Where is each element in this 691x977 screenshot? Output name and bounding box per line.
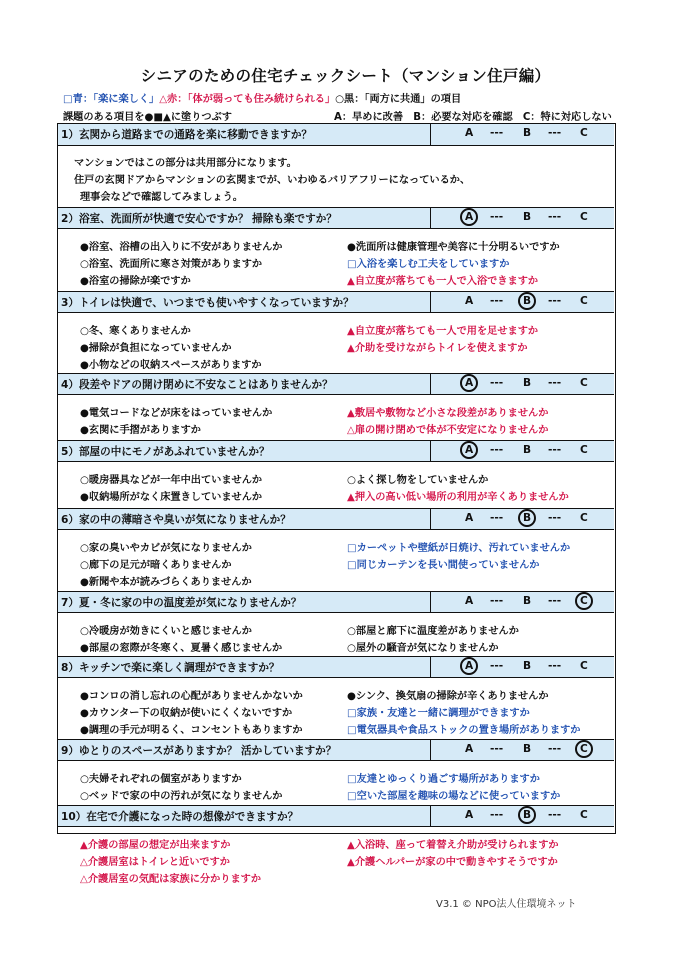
rating-options-7 <box>430 592 614 612</box>
checklist-item-left[interactable]: ○冷暖房が効きにくいと感じませんか <box>80 626 252 637</box>
question-text-5: 5）部屋の中にモノがあふれていませんか？ <box>61 446 270 458</box>
rating-separator: --- <box>490 127 504 139</box>
legend-blue: □青：「楽に楽しく」 <box>63 94 160 105</box>
selected-rating-circle <box>518 509 536 527</box>
rating-separator: --- <box>490 444 504 456</box>
selected-rating-circle <box>575 740 593 758</box>
checklist-item-left[interactable]: ○暖房器具などが一年中出ていませんか <box>80 475 263 486</box>
checklist-item-left[interactable]: ○夫婦それぞれの個室がありますか <box>80 774 242 785</box>
checklist-item-right[interactable]: ▲自立度が落ちても一人で入浴できますか <box>347 276 539 287</box>
question-header-2 <box>58 207 614 229</box>
question-text-2: 2）浴室、洗面所が快適で安心ですか？ 掃除も楽ですか？ <box>61 213 337 225</box>
rating-option-a[interactable]: A <box>465 295 474 307</box>
checklist-item-left[interactable]: ●調理の手元が明るく、コンセントもありますか <box>80 725 303 736</box>
checklist-item-left[interactable]: ○廊下の足元が暗くありませんか <box>80 560 232 571</box>
rating-separator: --- <box>490 295 504 307</box>
checklist-item-right[interactable]: ○部屋と廊下に温度差がありませんか <box>347 626 519 637</box>
rating-option-c[interactable]: C <box>580 595 588 607</box>
rating-option-b[interactable]: B <box>523 809 532 821</box>
checklist-item-right[interactable]: ○屋外の騒音が気になりませんか <box>347 643 499 654</box>
instruction-left: 課題のある項目を●■▲に塗りつぶす <box>63 112 232 123</box>
rating-option-c[interactable]: C <box>580 512 588 524</box>
checklist-item-right[interactable]: ●洗面所は健康管理や美容に十分明るいですか <box>347 242 560 253</box>
rating-separator: --- <box>548 211 562 223</box>
rating-separator: --- <box>490 743 504 755</box>
checklist-item-left[interactable]: ●浴室の掃除が楽ですか <box>80 276 191 287</box>
rating-options-10 <box>430 806 614 826</box>
rating-option-b[interactable]: B <box>523 211 532 223</box>
rating-option-b[interactable]: B <box>523 660 532 672</box>
selected-rating-circle <box>575 592 593 610</box>
rating-separator: --- <box>548 377 562 389</box>
checklist-item-left[interactable]: ●部屋の窓際が冬寒く、夏暑く感じませんか <box>80 643 283 654</box>
rating-options-3 <box>430 292 614 312</box>
rating-options-9 <box>430 740 614 760</box>
question-text-8: 8）キッチンで楽に楽しく調理ができますか？ <box>61 662 280 674</box>
question-header-10 <box>58 805 614 827</box>
rating-option-b[interactable]: B <box>523 512 532 524</box>
question-text-4: 4）段差やドアの開け閉めに不安なことはありませんか？ <box>61 379 333 391</box>
rating-separator: --- <box>490 512 504 524</box>
checklist-item-left[interactable]: ○浴室、洗面所に寒さ対策がありますか <box>80 259 263 270</box>
rating-option-c[interactable]: C <box>580 377 588 389</box>
selected-rating-circle <box>460 441 478 459</box>
rating-option-b[interactable]: B <box>523 444 532 456</box>
rating-option-b[interactable]: B <box>523 743 532 755</box>
rating-option-c[interactable]: C <box>580 295 588 307</box>
rating-option-a[interactable]: A <box>465 595 474 607</box>
question-header-5 <box>58 440 614 462</box>
rating-option-c[interactable]: C <box>580 444 588 456</box>
section-note-line: 理事会などで確認してみましょう。 <box>80 192 243 203</box>
rating-separator: --- <box>548 512 562 524</box>
rating-separator: --- <box>490 377 504 389</box>
rating-option-a[interactable]: A <box>465 809 474 821</box>
color-legend <box>63 90 461 105</box>
rating-separator: --- <box>490 660 504 672</box>
selected-rating-circle <box>460 374 478 392</box>
footer-credit: V3.1 © NPO法人住環境ネット <box>436 899 577 910</box>
legend-black: ○黒：「両方に共通」の項目 <box>335 94 462 105</box>
rating-separator: --- <box>548 809 562 821</box>
rating-option-c[interactable]: C <box>580 743 588 755</box>
rating-options-1 <box>430 124 614 144</box>
checklist-item-right[interactable]: ▲介助を受けながらトイレを使えますか <box>347 343 528 354</box>
rating-separator: --- <box>490 595 504 607</box>
checklist-item-left[interactable]: ○冬、寒くありませんか <box>80 326 191 337</box>
section-note-line: 住戸の玄関ドアからマンションの玄関までが、いわゆるバリアフリーになっているか、 <box>74 175 471 186</box>
checklist-item-left[interactable]: ●カウンター下の収納が使いにくくないですか <box>80 708 293 719</box>
rating-options-5 <box>430 441 614 461</box>
question-header-6 <box>58 508 614 530</box>
rating-option-a[interactable]: A <box>465 512 474 524</box>
rating-option-b[interactable]: B <box>523 295 532 307</box>
selected-rating-circle <box>460 208 478 226</box>
rating-option-a[interactable]: A <box>465 377 474 389</box>
checklist-item-left[interactable]: ●浴室、浴槽の出入りに不安がありませんか <box>80 242 283 253</box>
rating-options-8 <box>430 657 614 677</box>
checklist-item-left[interactable]: ●コンロの消し忘れの心配がありませんかないか <box>80 691 303 702</box>
question-text-3: 3）トイレは快適で、いつまでも使いやすくなっていますか？ <box>61 297 354 309</box>
checklist-item-right[interactable]: ●シンク、換気扇の掃除が辛くありませんか <box>347 691 549 702</box>
checklist-item-right[interactable]: ▲入浴時、座って着替え介助が受けられますか <box>347 840 559 851</box>
question-header-7 <box>58 591 614 613</box>
page-title: シニアのための住宅チェックシート（マンション住戸編） <box>140 67 551 85</box>
section-note-line: マンションではこの部分は共用部分になります。 <box>74 158 297 169</box>
selected-rating-circle <box>518 806 536 824</box>
checklist-item-left[interactable]: ●掃除が負担になっていませんか <box>80 343 232 354</box>
question-text-9: 9）ゆとりのスペースがありますか？ 活かしていますか？ <box>61 745 337 757</box>
rating-option-a[interactable]: A <box>465 743 474 755</box>
rating-options-6 <box>430 509 614 529</box>
checklist-item-left[interactable]: ●新聞や本が読みづらくありませんか <box>80 577 252 588</box>
question-text-7: 7）夏・冬に家の中の温度差が気になりませんか？ <box>61 597 302 609</box>
rating-separator: --- <box>548 295 562 307</box>
checklist-item-right[interactable]: ○よく探し物をしていませんか <box>347 475 489 486</box>
checklist-item-right[interactable]: □カーペットや壁紙が日焼け、汚れていませんか <box>347 543 571 554</box>
selected-rating-circle <box>460 657 478 675</box>
rating-option-b[interactable]: B <box>523 595 532 607</box>
rating-option-a[interactable]: A <box>465 127 474 139</box>
legend-red: △赤：「体が弱っても住み続けられる」 <box>159 94 336 105</box>
question-header-9 <box>58 739 614 761</box>
question-header-4 <box>58 373 614 395</box>
checklist-table <box>57 123 616 885</box>
rating-separator: --- <box>490 211 504 223</box>
checklist-item-left[interactable]: ○家の臭いやカビが気になりませんか <box>80 543 252 554</box>
checklist-item-right[interactable]: □入浴を楽しむ工夫をしていますか <box>347 259 510 270</box>
rating-option-a[interactable]: A <box>465 444 474 456</box>
checklist-item-left[interactable]: ●収納場所がなく床置きしていませんか <box>80 492 263 503</box>
checklist-item-right[interactable]: ▲介護ヘルパーが家の中で動きやすそうですか <box>347 857 558 868</box>
checklist-item-right[interactable]: △扉の開け閉めで体が不安定になりませんか <box>347 425 549 436</box>
rating-option-b[interactable]: B <box>523 377 532 389</box>
checklist-item-right[interactable]: ▲敷居や敷物など小さな段差がありませんか <box>347 408 549 419</box>
question-text-10: 10）在宅で介護になった時の想像ができますか？ <box>61 811 299 823</box>
rating-option-c[interactable]: C <box>580 809 588 821</box>
checklist-item-right[interactable]: □空いた部屋を趣味の場などに使っていますか <box>347 791 561 802</box>
rating-option-b[interactable]: B <box>523 127 532 139</box>
question-header-1 <box>58 124 614 146</box>
question-text-6: 6）家の中の薄暗さや臭いが気になりませんか？ <box>61 514 291 526</box>
question-header-8 <box>58 656 614 678</box>
rating-separator: --- <box>548 444 562 456</box>
checklist-item-left[interactable]: ▲介護の部屋の想定が出来ますか <box>80 840 231 851</box>
rating-separator: --- <box>548 595 562 607</box>
question-header-3 <box>58 291 614 313</box>
rating-option-c[interactable]: C <box>580 211 588 223</box>
rating-option-a[interactable]: A <box>465 211 474 223</box>
checklist-item-right[interactable]: □家族・友達と一緒に調理ができますか <box>347 708 530 719</box>
rating-options-2 <box>430 208 614 228</box>
checklist-item-right[interactable]: □友達とゆっくり過ごす場所がありますか <box>347 774 540 785</box>
checklist-item-right[interactable]: □電気器具や食品ストックの置き場所がありますか <box>347 725 581 736</box>
instruction-right: A：早めに改善 B：必要な対応を確認 C：特に対応しない <box>334 112 612 123</box>
question-text-1: 1）玄関から道路までの通路を楽に移動できますか？ <box>61 129 313 141</box>
checklist-item-left[interactable]: ●玄関に手摺がありますか <box>80 425 201 436</box>
rating-separator: --- <box>490 809 504 821</box>
rating-option-c[interactable]: C <box>580 127 588 139</box>
selected-rating-circle <box>518 292 536 310</box>
checklist-item-left[interactable]: △介護居室の気配は家族に分かりますか <box>80 874 262 885</box>
checklist-item-left[interactable]: ○ベッドで家の中の汚れが気になりませんか <box>80 791 283 802</box>
rating-options-4 <box>430 374 614 394</box>
rating-option-c[interactable]: C <box>580 660 588 672</box>
rating-option-a[interactable]: A <box>465 660 474 672</box>
checklist-item-right[interactable]: ▲自立度が落ちても一人で用を足せますか <box>347 326 539 337</box>
checklist-item-right[interactable]: □同じカーテンを長い間使っていませんか <box>347 560 540 571</box>
checklist-item-left[interactable]: ●小物などの収納スペースがありますか <box>80 360 262 371</box>
checklist-item-right[interactable]: ▲押入の高い低い場所の利用が辛くありませんか <box>347 492 569 503</box>
instructions <box>63 108 612 123</box>
rating-separator: --- <box>548 660 562 672</box>
rating-separator: --- <box>548 127 562 139</box>
checklist-item-left[interactable]: △介護居室はトイレと近いですか <box>80 857 230 868</box>
rating-separator: --- <box>548 743 562 755</box>
checklist-item-left[interactable]: ●電気コードなどが床をはっていませんか <box>80 408 273 419</box>
